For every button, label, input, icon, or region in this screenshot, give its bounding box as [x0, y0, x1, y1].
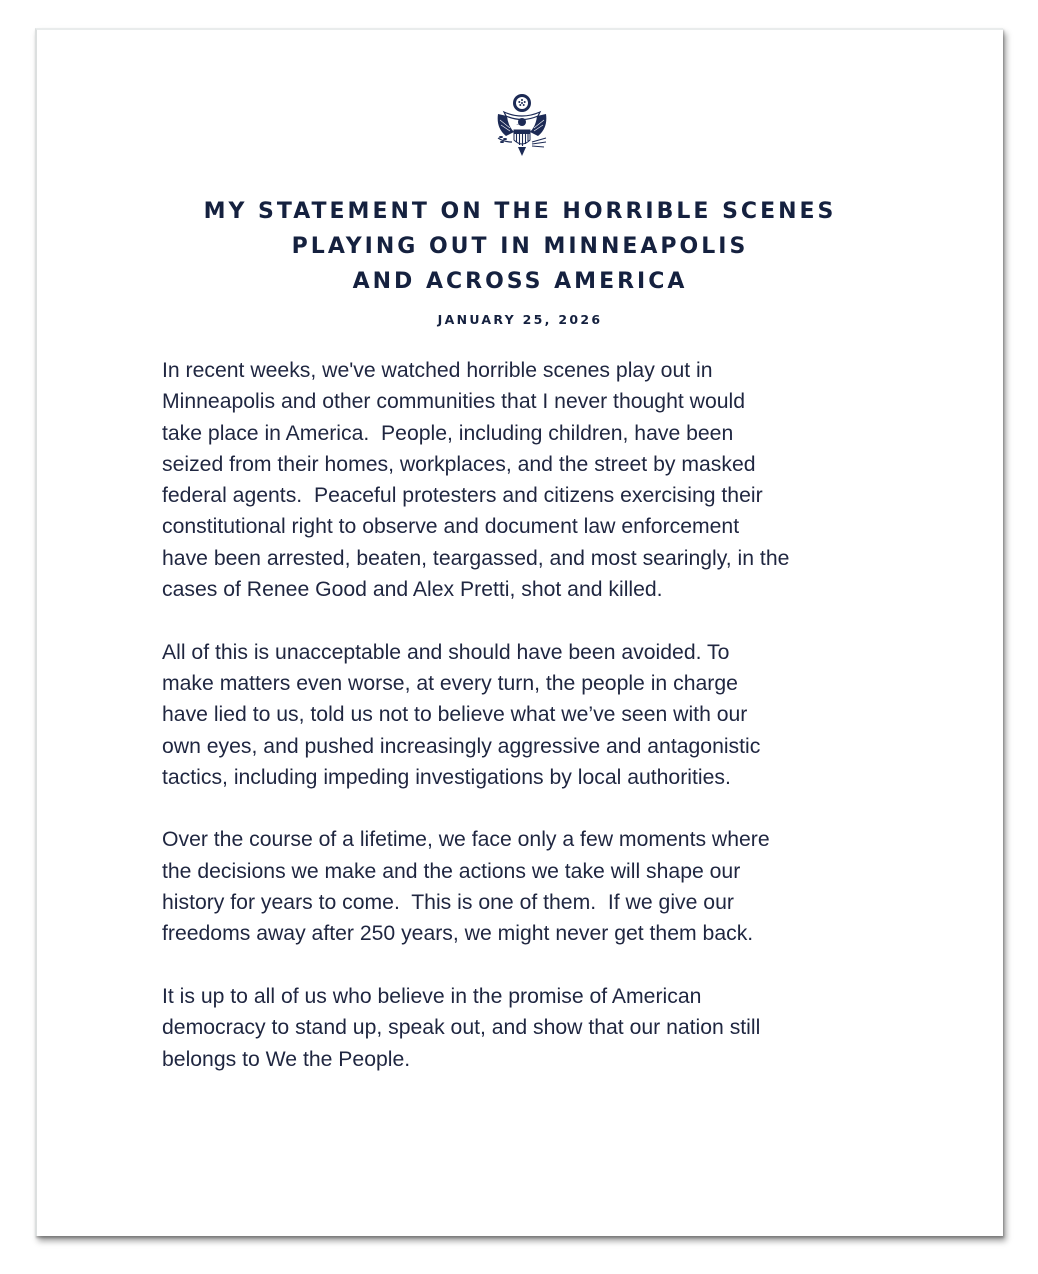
- text-line: have been arrested, beaten, teargassed, and most searingly, in the: [162, 546, 790, 570]
- text-line: In recent weeks, we've watched horrible scenes play out in: [162, 359, 713, 382]
- text-line: seized from their homes, workplaces, and the street by masked: [162, 452, 756, 476]
- text-line: democracy to stand up, speak out, and show that our nation still: [162, 1016, 761, 1040]
- paragraph-2: [162, 637, 902, 793]
- paragraph-4: [162, 981, 902, 1075]
- statement-page: [35, 28, 1003, 1236]
- title-line: AND ACROSS AMERICA: [352, 269, 688, 294]
- text-line: own eyes, and pushed increasingly aggressive and antagonistic: [162, 734, 761, 758]
- statement-title: [37, 194, 1003, 299]
- great-seal-icon: [492, 92, 552, 158]
- text-line: take place in America. People, including children, have been: [162, 421, 734, 445]
- text-line: make matters even worse, at every turn, the people in charge: [162, 671, 738, 695]
- text-line: Minneapolis and other communities that I never thought would: [162, 390, 745, 414]
- statement-date: JANUARY 25, 2026: [437, 312, 603, 327]
- text-line: tactics, including impeding investigations by local authorities.: [162, 765, 731, 789]
- title-line: MY STATEMENT ON THE HORRIBLE SCENES: [203, 199, 837, 224]
- title-line: PLAYING OUT IN MINNEAPOLIS: [291, 234, 749, 259]
- text-line: freedoms away after 250 years, we might never get them back.: [162, 922, 754, 946]
- text-line: history for years to come. This is one of them. If we give our: [162, 891, 734, 915]
- text-line: constitutional right to observe and document law enforcement: [162, 515, 740, 539]
- text-line: the decisions we make and the actions we take will shape our: [162, 859, 741, 883]
- text-line: It is up to all of us who believe in the promise of American: [162, 984, 702, 1008]
- text-line: federal agents. Peaceful protesters and citizens exercising their: [162, 484, 763, 508]
- text-line: belongs to We the People.: [162, 1047, 411, 1071]
- text-line: have lied to us, told us not to believe what we’ve seen with our: [162, 703, 748, 727]
- statement-body: [162, 355, 902, 1106]
- paragraph-1: [162, 355, 902, 605]
- paragraph-3: [162, 824, 902, 949]
- text-line: All of this is unacceptable and should have been avoided. To: [162, 640, 730, 664]
- text-line: cases of Renee Good and Alex Pretti, shot and killed.: [162, 578, 663, 602]
- text-line: Over the course of a lifetime, we face only a few moments where: [162, 828, 770, 852]
